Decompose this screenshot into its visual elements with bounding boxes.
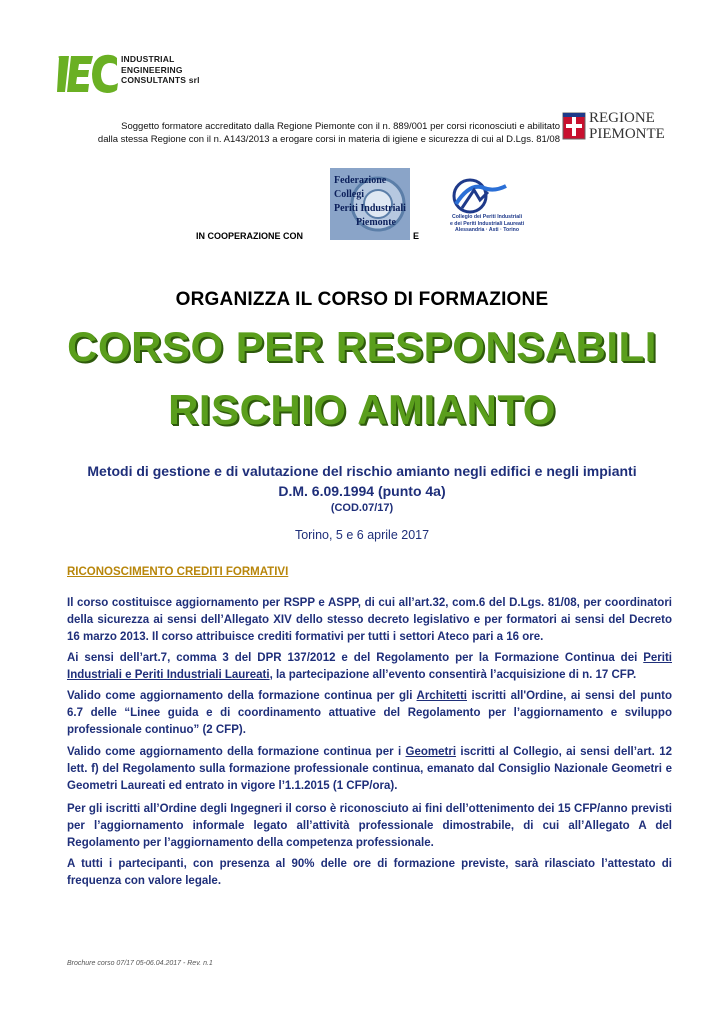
regione-line: REGIONE — [589, 110, 655, 126]
regione-piemonte-logo — [562, 110, 672, 144]
credits-paragraph-geometri — [67, 744, 672, 795]
subtitle-line: Metodi di gestione e di valutazione del rischio amianto negli edifici e negli impianti — [87, 463, 637, 479]
course-date: Torino, 5 e 6 aprile 2017 — [294, 528, 430, 542]
logo-line: INDUSTRIAL — [121, 54, 175, 64]
federazione-logo — [330, 168, 410, 240]
course-title-line1: CORSO PER RESPONSABILI — [67, 323, 657, 370]
collegio-line: Alessandria · Asti · Torino — [455, 227, 519, 233]
course-code: (COD.07/17) — [330, 502, 394, 514]
logo-line: CONSULTANTS srl — [121, 75, 200, 85]
regione-crest-icon — [562, 112, 586, 142]
credits-paragraph-ingegneri: Per gli iscritti all’Ordine degli Ingegneri il corso è riconosciuto ai fini dell’ottenimento dei 15 CFP/anno previsti per l’aggiornamento informale legato all’attività professionale dimostrabile, di cui all’Allegato A del Regolamento per l’aggiornamento della competenza professionale. — [67, 803, 672, 849]
regione-name — [589, 110, 665, 142]
accreditation-line: dalla stessa Regione con il n. A143/2013 a erogare corsi in materia di igiene e sicurezza di cui al D.Lgs. 81/08 — [97, 134, 560, 145]
paragraph-text: iscritti al Collegio, ai sensi dell’art. 12 lett. f) del Regolamento sulla formazione professionale continua, emanato dal Consiglio Nazionale Geometri e Geometri Laureati ed entrato in vigore l’1.1.2015 (1 CFP/ora). — [67, 746, 672, 792]
logo-line: ENGINEERING — [121, 64, 183, 75]
accreditation-text — [40, 120, 560, 146]
underlined-term: Geometri — [405, 746, 457, 758]
course-title-line2: RISCHIO AMIANTO — [168, 386, 556, 433]
subtitle-line: D.M. 6.09.1994 (punto 4a) — [278, 483, 446, 499]
collegio-line: Collegio dei Periti Industriali — [451, 214, 523, 220]
cooperation-and: E — [413, 231, 420, 241]
cooperation-label: IN COOPERAZIONE CON — [196, 231, 304, 241]
regione-line: PIEMONTE — [589, 126, 665, 142]
credits-paragraph-periti — [67, 650, 672, 684]
accreditation-line: Soggetto formatore accreditato dalla Regione Piemonte con il n. 889/001 per corsi riconosciuti e abilitato — [121, 121, 560, 132]
credits-paragraph-architetti — [67, 688, 672, 739]
paragraph-text: Valido come aggiornamento della formazione continua per i — [67, 746, 406, 758]
course-subtitle — [0, 461, 724, 501]
document-footer: Brochure corso 07/17 05-06.04.2017 - Rev. n.1 — [67, 960, 213, 967]
paragraph-text: Ai sensi dell’art.7, comma 3 del DPR 137/2012 e del Regolamento per la Formazione Continua dei — [67, 652, 644, 664]
iec-logo — [55, 52, 245, 98]
federazione-line: Periti Industriali — [334, 203, 406, 214]
underlined-term: Periti Industriali e Periti Industriali Laureati — [67, 652, 672, 681]
iec-logo-mark — [55, 52, 121, 96]
iec-company-name — [121, 54, 200, 86]
underlined-term: Architetti — [416, 690, 468, 702]
credits-paragraph-rspp: Il corso costituisce aggiornamento per RSPP e ASPP, di cui all’art.32, com.6 del D.Lgs. 81/08, per coordinatori della sicurezza ai sensi dell’Allegato XIV dello stesso decreto legislativo e per formatori ai sensi del Decreto 16 marzo 2013. Il corso attribuisce crediti formativi per tutti i settori Ateco pari a 16 ore. — [67, 597, 672, 643]
collegio-line: e dei Periti Industriali Laureati — [449, 220, 525, 227]
paragraph-text: , la partecipazione all’evento consentirà l’acquisizione di n. 17 CFP. — [269, 669, 637, 681]
collegio-text — [432, 214, 542, 234]
credits-paragraph-attestato: A tutti i partecipanti, con presenza al 90% delle ore di formazione previste, sarà rilasciato l’attestato di frequenza con valore legale. — [67, 858, 672, 887]
credits-section-heading: RICONOSCIMENTO CREDITI FORMATIVI — [67, 566, 289, 578]
paragraph-text: iscritti all'Ordine, ai sensi del punto 6.7 delle “Linee guida e di coordinamento attuative del Regolamento per l’aggiornamento e sviluppo professionale continuo” (2 CFP). — [67, 690, 672, 736]
federazione-text — [334, 174, 406, 230]
federazione-line: Collegi — [334, 189, 364, 200]
federazione-line: Piemonte — [356, 217, 396, 228]
paragraph-text: Valido come aggiornamento della formazione continua per gli — [67, 690, 417, 702]
organizza-heading: ORGANIZZA IL CORSO DI FORMAZIONE — [175, 289, 549, 310]
collegio-emblem-icon — [422, 178, 542, 214]
federazione-line: Federazione — [334, 175, 387, 186]
collegio-logo — [422, 178, 542, 238]
